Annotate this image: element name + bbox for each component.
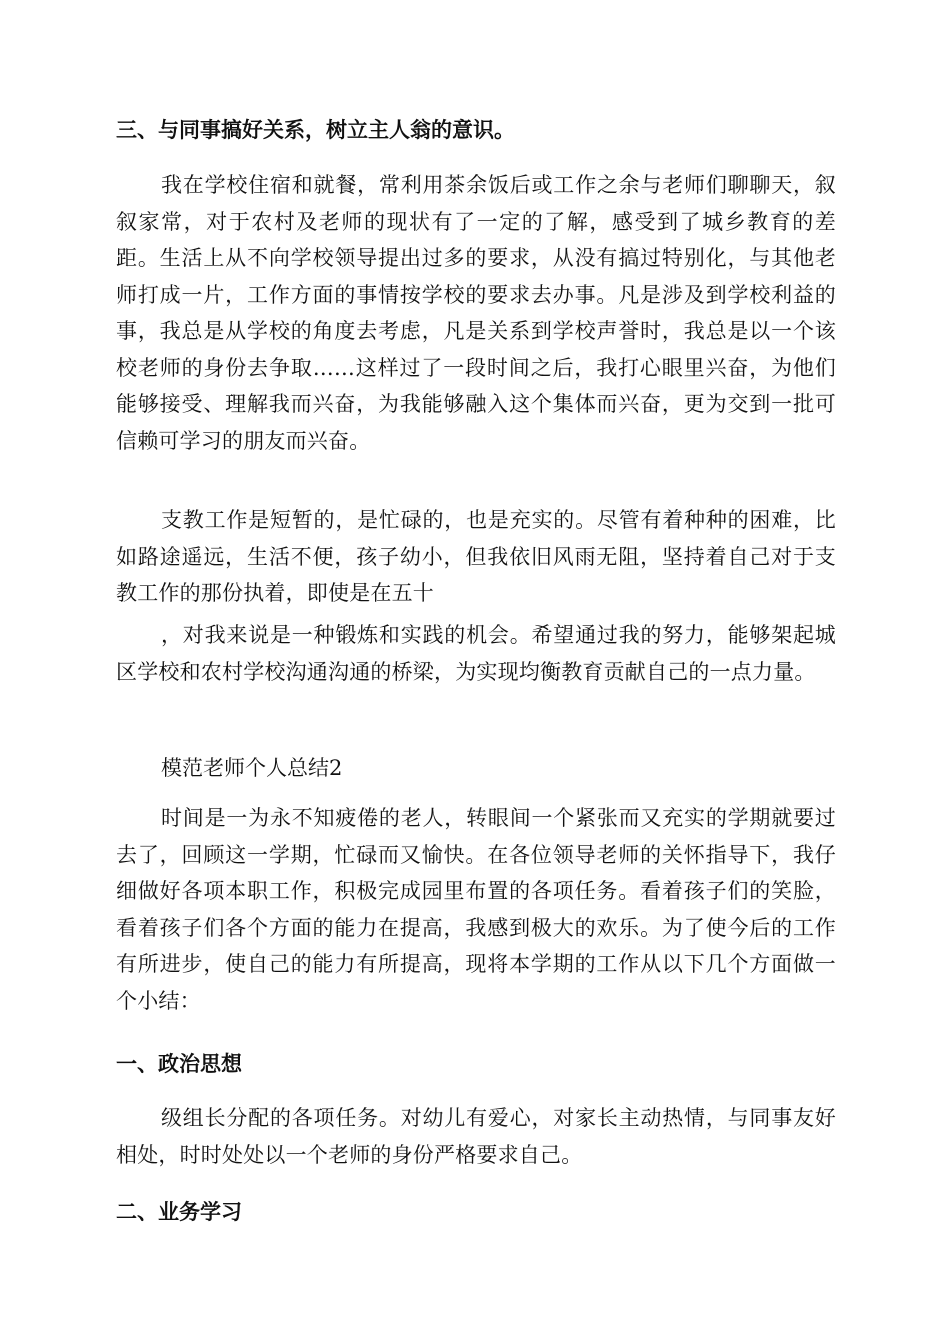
paragraph-tasks: 级组长分配的各项任务。对幼儿有爱心，对家长主动热情，与同事友好相处，时时处处以一个老师的身份严格要求自己。 [116, 1106, 836, 1167]
paragraph-living-with-colleagues: 我在学校住宿和就餐，常利用茶余饭后或工作之余与老师们聊聊天，叙叙家常，对于农村及老师的现状有了一定的了解，感受到了城乡教育的差距。生活上从不向学校领导提出过多的要求，从没有搞过特别化，与其他老师打成一片，工作方面的事情按学校的要求去办事。凡是涉及到学校利益的事，我总是从学校的角度去考虑，凡是关系到学校声誉时，我总是以一个该校老师的身份去争取……这样过了一段时间之后，我打心眼里兴奋，为他们能够接受、理解我而兴奋，为我能够融入这个集体而兴奋，更为交到一批可信赖可学习的朋友而兴奋。 [116, 173, 836, 453]
section-heading-politics: 一、政治思想 [116, 1051, 242, 1076]
section-heading-study: 二、业务学习 [116, 1199, 242, 1224]
document-subtitle: 模范老师个人总结2 [161, 756, 343, 780]
paragraph-semester-summary: 时间是一为永不知疲倦的老人，转眼间一个紧张而又充实的学期就要过去了，回顾这一学期，忙碌而又愉快。在各位领导老师的关怀指导下，我仔细做好各项本职工作，积极完成园里布置的各项任务。看着孩子们的笑脸，看着孩子们各个方面的能力在提高，我感到极大的欢乐。为了使今后的工作有所进步，使自己的能力有所提高，现将本学期的工作从以下几个方面做一个小结： [116, 806, 836, 1013]
section-heading-relations: 三、与同事搞好关系，树立主人翁的意识。 [116, 117, 515, 142]
paragraph-opportunity: ，对我来说是一种锻炼和实践的机会。希望通过我的努力，能够架起城区学校和农村学校沟通沟通的桥梁，为实现均衡教育贡献自己的一点力量。 [116, 623, 836, 684]
paragraph-teaching-support: 支教工作是短暂的，是忙碌的，也是充实的。尽管有着种种的困难，比如路途遥远，生活不便，孩子幼小，但我依旧风雨无阻，坚持着自己对于支教工作的那份执着，即使是在五十 [116, 508, 836, 605]
